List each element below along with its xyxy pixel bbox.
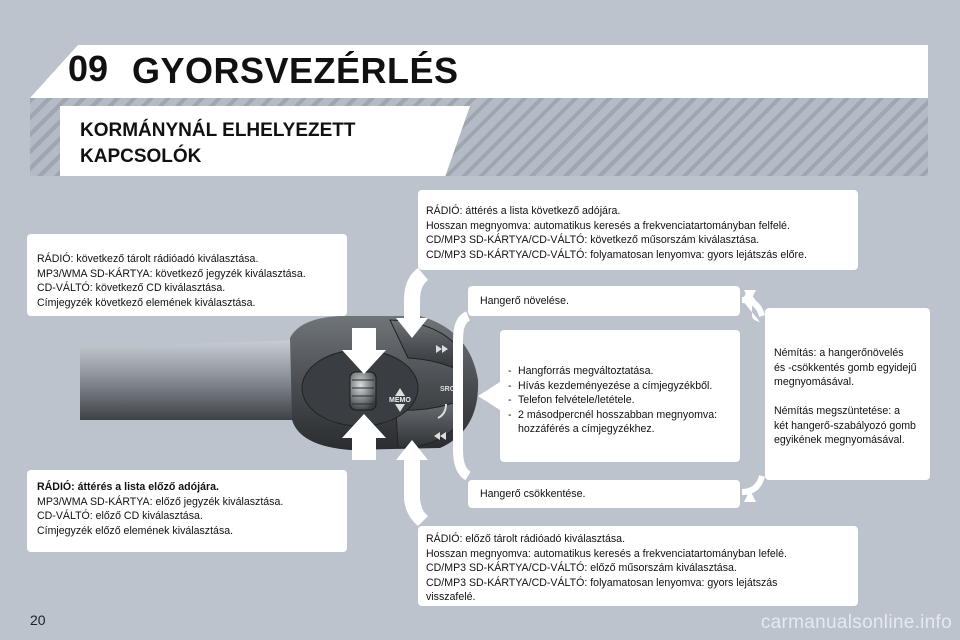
info-line: visszafelé. xyxy=(426,591,476,603)
info-line: megnyomásával. xyxy=(774,376,855,388)
section-title-line2: KAPCSOLÓK xyxy=(80,146,202,167)
info-line: egyikének megnyomásával. xyxy=(774,434,905,446)
info-line: CD/MP3 SD-KÁRTYA/CD-VÁLTÓ: folyamatosan lenyomva: gyors lejátszás xyxy=(426,576,778,589)
info-line: CD/MP3 SD-KÁRTYA/CD-VÁLTÓ: folyamatosan lenyomva: gyors lejátszás előre. xyxy=(426,248,807,261)
list-item: - Telefon felvétele/letétele. xyxy=(508,394,635,406)
info-line: CD-VÁLTÓ: előző CD kiválasztása. xyxy=(37,510,203,522)
list-item: - Hívás kezdeményezése a címjegyzékből. xyxy=(508,379,713,392)
info-line: Némítás megszüntetése: a xyxy=(774,405,901,417)
chapter-number: 09 xyxy=(68,48,109,89)
memo-label: MEMO xyxy=(389,397,411,404)
bullet: - xyxy=(508,408,512,421)
stalk xyxy=(80,340,300,420)
bullet: - xyxy=(508,379,512,392)
info-line: Hosszan megnyomva: automatikus keresés a frekvenciatartományban felfelé. xyxy=(426,219,790,232)
info-line: RÁDIÓ: áttérés a lista előző adójára. xyxy=(37,481,219,493)
info-line: Címjegyzék előző elemének kiválasztása. xyxy=(37,524,234,537)
list-item: - Hangforrás megváltoztatása. xyxy=(508,365,654,377)
info-line: RÁDIÓ: áttérés a lista következő adójára. xyxy=(426,205,621,217)
volume-down-label: Hangerő csökkentése. xyxy=(480,488,586,500)
next-station-info xyxy=(418,190,858,270)
info-line: CD-VÁLTÓ: következő CD kiválasztása. xyxy=(37,282,226,294)
info-line: CD/MP3 SD-KÁRTYA/CD-VÁLTÓ: előző műsorszám kiválasztása. xyxy=(426,562,737,574)
bullet: - xyxy=(508,394,512,406)
info-line: RÁDIÓ: előző tárolt rádióadó kiválasztása. xyxy=(426,533,626,545)
info-line: két hangerő-szabályozó gomb xyxy=(774,419,916,432)
mute-info xyxy=(765,308,930,480)
src-label: SRC xyxy=(440,386,455,393)
prev-station-info xyxy=(418,526,858,606)
volume-down-info xyxy=(468,480,740,508)
volume-down-arc-icon xyxy=(458,450,468,476)
info-line: Címjegyzék következő elemének kiválasztása. xyxy=(37,296,256,309)
list-item: - 2 másodpercnél hosszabban megnyomva: xyxy=(508,408,718,421)
info-line: és -csökkentés gomb egyidejű xyxy=(774,361,917,374)
section-title-line1: KORMÁNYNÁL ELHELYEZETT xyxy=(80,120,356,141)
watermark: carmanualsonline.info xyxy=(760,612,952,633)
volume-up-label: Hangerő növelése. xyxy=(480,295,569,307)
arrow-to-prev-icon xyxy=(396,440,428,526)
info-line: Némítás: a hangerőnövelés xyxy=(774,347,904,359)
next-preset-info xyxy=(27,234,347,316)
source-button-info xyxy=(500,330,740,462)
list-item-continuation: hozzáférés a címjegyzékhez. xyxy=(518,423,655,435)
volume-up-info xyxy=(468,286,740,316)
info-line: MP3/WMA SD-KÁRTYA: előző jegyzék kiválasztása. xyxy=(37,495,284,508)
chapter-title: GYORSVEZÉRLÉS xyxy=(132,50,459,91)
info-line: MP3/WMA SD-KÁRTYA: következő jegyzék kiválasztása. xyxy=(37,267,306,280)
page-number: 20 xyxy=(30,612,46,628)
volume-up-arc-icon xyxy=(458,316,468,340)
info-line: CD/MP3 SD-KÁRTYA/CD-VÁLTÓ: következő műsorszám kiválasztása. xyxy=(426,234,760,246)
prev-preset-info xyxy=(27,470,347,552)
info-line: Hosszan megnyomva: automatikus keresés a frekvenciatartományban lefelé. xyxy=(426,547,787,560)
info-line: RÁDIÓ: következő tárolt rádióadó kiválasztása. xyxy=(37,253,259,265)
bullet: - xyxy=(508,365,512,377)
